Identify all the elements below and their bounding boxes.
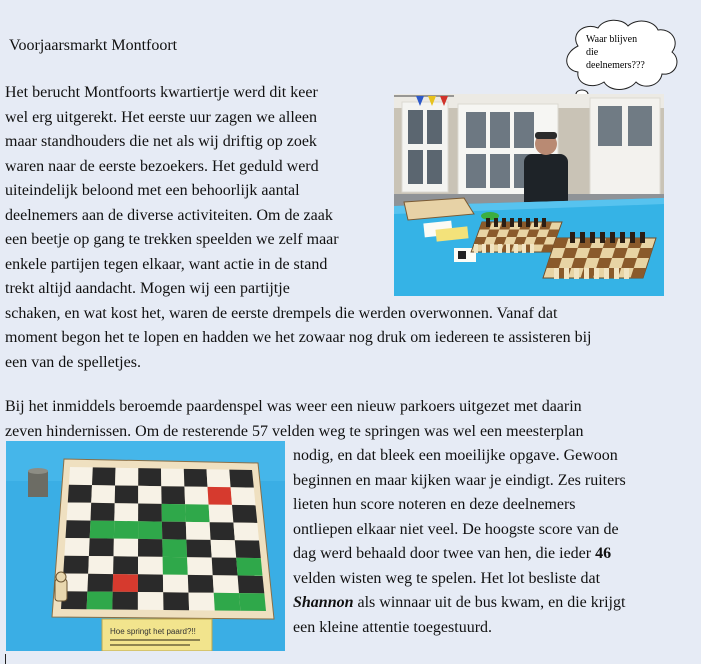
board-square	[186, 522, 211, 540]
board-square	[210, 522, 235, 540]
text-line-score	[293, 542, 699, 567]
board-square	[138, 592, 164, 610]
market-stand-photo	[394, 94, 664, 296]
board-square	[235, 540, 261, 558]
board-square	[185, 504, 210, 522]
board-square	[207, 469, 231, 487]
speech-line: Waar blijven	[586, 34, 638, 45]
board-square	[163, 575, 189, 593]
board-square	[187, 557, 213, 575]
board-square	[236, 558, 262, 576]
board-square	[161, 486, 185, 504]
text-line: wel erg uitgerekt. Het eerste uur zagen we alleen	[5, 108, 317, 126]
board-square	[211, 540, 237, 558]
board-square	[161, 469, 184, 487]
board-square	[231, 487, 256, 505]
page-title: Voorjaarsmarkt Montfoort	[9, 37, 178, 54]
text-line: trekt altijd aandacht. Mogen wij een partijtje	[5, 280, 290, 297]
text-line: uiteindelijk beloond met een behoorlijk aantal	[5, 182, 300, 199]
speech-line: die	[586, 47, 599, 58]
board-square	[114, 521, 138, 539]
board-square	[186, 540, 211, 558]
board-square	[163, 557, 188, 575]
board-square	[89, 538, 114, 556]
knight-board-illustration	[6, 441, 285, 651]
board-square	[189, 593, 215, 611]
text-line: enkele partijen tegen elkaar, want actie in de stand	[5, 255, 328, 273]
knight-game-photo	[6, 441, 285, 651]
text-line: ontliepen elkaar niet veel. De hoogste score van de	[293, 520, 619, 538]
text-line: moment begon het te lopen en hadden we het zowaar nog druk om iedereen te assisteren bij	[5, 329, 592, 346]
text-line: Het berucht Montfoorts kwartiertje werd dit keer	[5, 84, 318, 101]
board-square	[138, 504, 162, 522]
text-segment: dag werd behaald door twee van hen, die ieder	[293, 545, 596, 562]
board-square	[92, 467, 116, 485]
text-line: schaken, en wat kost het, waren de eerste drempels die werden overwonnen. Vanaf dat	[5, 304, 558, 322]
board-square	[163, 592, 189, 610]
board-square	[63, 556, 89, 574]
board-square	[113, 574, 138, 592]
text-line-winner	[293, 591, 699, 616]
text-line: een beetje op gang te trekken speelden we zelf maar	[5, 231, 339, 248]
board-square	[212, 558, 238, 576]
board-square	[208, 487, 233, 505]
board-square	[229, 470, 254, 488]
board-square	[214, 593, 241, 611]
board-square	[69, 467, 93, 485]
board-square	[238, 576, 265, 594]
board-square	[113, 556, 138, 574]
text-line: zeven hindernissen. Om de resterende 57 velden weg te springen was wel een meesterplan	[5, 422, 584, 440]
board-square	[87, 592, 113, 610]
market-stand-illustration	[394, 94, 664, 296]
text-line: waren naar de eerste bezoekers. Het geduld werd	[5, 157, 319, 175]
text-line: een van de spelletjes.	[5, 353, 141, 371]
board-square	[209, 505, 234, 523]
text-cursor	[5, 654, 6, 664]
board-square	[115, 468, 138, 486]
text-line: lieten hun score noteren en deze deelnemers	[293, 496, 576, 513]
winner-name: Shannon	[293, 594, 354, 611]
text-line: een kleine attentie toegestuurd.	[293, 618, 493, 636]
board-square	[114, 539, 139, 557]
board-square	[162, 504, 186, 522]
board-square	[88, 556, 113, 574]
text-line: beginnen en maar kijken waar je eindigt. Zes ruiters	[293, 471, 626, 489]
board-square	[68, 485, 92, 503]
board-square	[91, 485, 115, 503]
board-square	[162, 539, 187, 557]
text-line: maar standhouders die net als wij driftig op zoek	[5, 133, 317, 150]
board-square	[91, 503, 115, 521]
text-line: velden wisten weg te spelen. Het lot besliste dat	[293, 569, 601, 587]
board-square	[138, 557, 163, 575]
top-score: 46	[595, 545, 612, 562]
board-square	[67, 503, 92, 521]
board-square	[184, 469, 208, 487]
speech-bubble-text	[586, 33, 666, 72]
board-square	[233, 523, 259, 541]
board-squares	[61, 467, 266, 611]
board-square	[138, 539, 163, 557]
board-square	[66, 520, 91, 538]
board-square	[115, 486, 139, 504]
text-line: nodig, en dat bleek een moeilijke opgave. Gewoon	[293, 447, 618, 464]
board-square	[213, 575, 239, 593]
board-square	[90, 521, 115, 539]
board-square	[138, 521, 162, 539]
board-square	[138, 574, 163, 592]
text-segment: als winnaar uit de bus kwam, en die krijgt	[353, 594, 626, 611]
board-square	[184, 487, 208, 505]
board-square	[138, 486, 161, 504]
board-square	[239, 593, 266, 611]
board-square	[64, 538, 89, 556]
text-line: deelnemers aan de diverse activiteiten. Om de zaak	[5, 206, 333, 224]
board-square	[112, 592, 138, 610]
board-square	[138, 468, 161, 486]
text-line: Bij het inmiddels beroemde paardenspel was weer een nieuw parkoers uitgezet met daarin	[5, 398, 582, 415]
board-square	[162, 522, 187, 540]
board-square	[188, 575, 214, 593]
board-square	[232, 505, 257, 523]
sign-text: Hoe springt het paard?!!	[110, 627, 196, 636]
board-square	[87, 574, 113, 592]
speech-line: deelnemers???	[586, 60, 645, 71]
board-square	[114, 503, 138, 521]
